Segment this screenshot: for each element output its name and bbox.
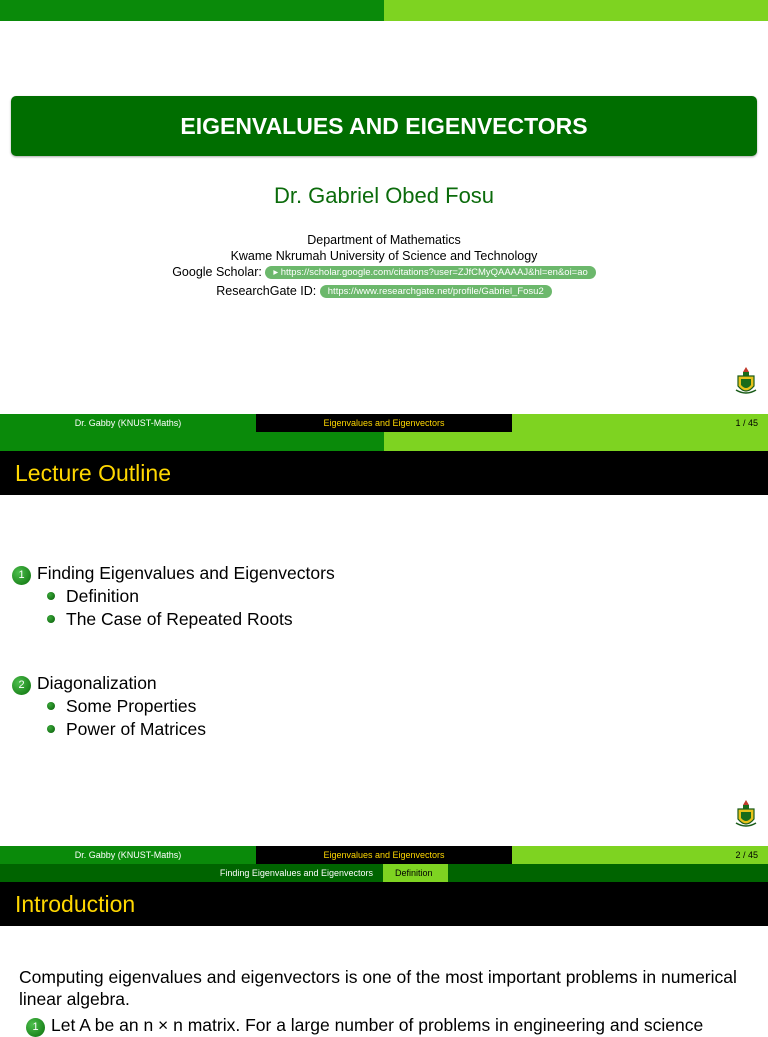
bullet-number-badge: 1 [26, 1018, 45, 1037]
researchgate-label: ResearchGate ID: [216, 284, 317, 298]
top-bar-right [384, 0, 768, 21]
outline-item[interactable]: Power of Matrices [47, 719, 206, 740]
bullet-icon [47, 615, 55, 623]
presentation-title: EIGENVALUES AND EIGENVECTORS [11, 96, 757, 156]
top-bar-left-2 [0, 432, 384, 451]
footer-slide-1 [0, 414, 768, 432]
bullet-icon [47, 592, 55, 600]
frame-title-outline: Lecture Outline [0, 451, 768, 495]
outline-item[interactable]: The Case of Repeated Roots [47, 609, 293, 630]
knust-crest-icon [734, 366, 758, 398]
outline-section-2[interactable]: 2 Diagonalization [12, 673, 157, 695]
scholar-link[interactable]: ▸ https://scholar.google.com/citations?user=ZJfCMyQAAAAJ&hl=en&oi=ao [265, 266, 595, 279]
top-bar-right-2 [384, 432, 768, 451]
footer-author: Dr. Gabby (KNUST-Maths) [0, 414, 256, 432]
university: Kwame Nkrumah University of Science and Technology [230, 249, 538, 263]
department: Department of Mathematics [307, 233, 461, 247]
footer-author: Dr. Gabby (KNUST-Maths) [0, 846, 256, 864]
researchgate-link[interactable]: https://www.researchgate.net/profile/Gabriel_Fosu2 [320, 285, 552, 298]
section-number-badge: 2 [12, 676, 31, 695]
nav-section[interactable]: Finding Eigenvalues and Eigenvectors [219, 868, 373, 878]
footer-page: 2 / 45 [512, 846, 768, 864]
bullet-icon [47, 725, 55, 733]
intro-bullet: 1 Let A be an n × n matrix. For a large number of problems in engineering and science [26, 1014, 756, 1037]
outline-section-1[interactable]: 1 Finding Eigenvalues and Eigenvectors [12, 563, 335, 585]
top-bar-left [0, 0, 384, 21]
outline-item[interactable]: Definition [47, 586, 139, 607]
section-number-badge: 1 [12, 566, 31, 585]
outline-item[interactable]: Some Properties [47, 696, 196, 717]
nav-subsection[interactable]: Definition [383, 864, 448, 882]
scholar-line [0, 264, 768, 280]
scholar-label: Google Scholar: [172, 265, 262, 279]
bullet-icon [47, 702, 55, 710]
footer-slide-2 [0, 846, 768, 864]
section-nav-bar [0, 864, 768, 882]
footer-title: Eigenvalues and Eigenvectors [256, 846, 512, 864]
footer-page: 1 / 45 [512, 414, 768, 432]
knust-crest-icon [734, 799, 758, 831]
intro-paragraph: Computing eigenvalues and eigenvectors is one of the most important problems in numerical linear algebra. [19, 967, 737, 1009]
researchgate-line [0, 283, 768, 299]
frame-title-introduction: Introduction [0, 882, 768, 926]
author-name: Dr. Gabriel Obed Fosu [273, 183, 495, 208]
footer-title: Eigenvalues and Eigenvectors [256, 414, 512, 432]
